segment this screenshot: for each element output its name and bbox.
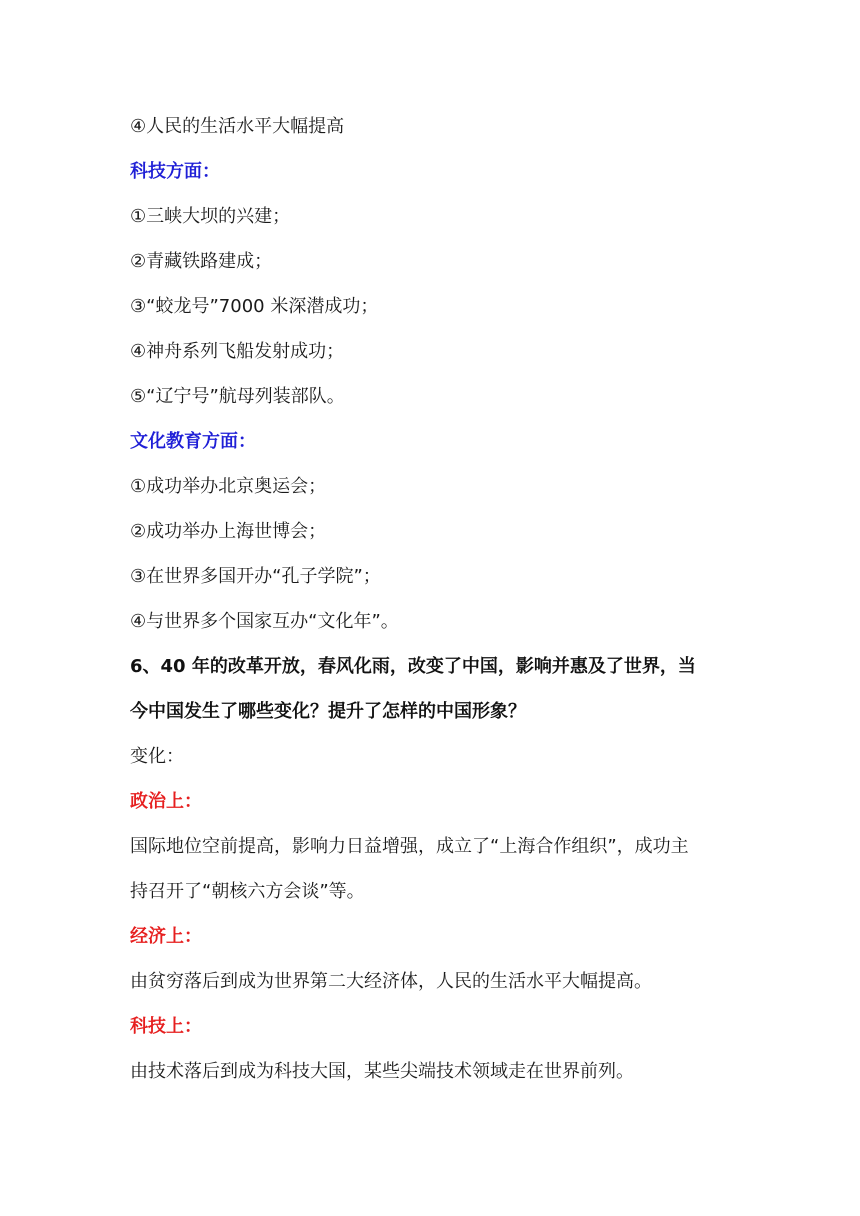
politics-text-line-1: 国际地位空前提高，影响力日益增强，成立了“上海合作组织”，成功主 <box>130 836 689 857</box>
changes-label: 变化： <box>130 746 184 767</box>
list-item: ③在世界多国开办“孔子学院”； <box>130 566 381 587</box>
list-item: ①三峡大坝的兴建； <box>130 206 291 227</box>
section-heading-politics: 政治上： <box>130 791 202 812</box>
economy-text: 由贫穷落后到成为世界第二大经济体，人民的生活水平大幅提高。 <box>130 971 652 992</box>
list-item-living-standard: ④人民的生活水平大幅提高 <box>130 116 345 137</box>
section-heading-technology: 科技方面： <box>130 161 220 182</box>
question-text-line-1: 6、40 年的改革开放，春风化雨，改变了中国，影响并惠及了世界，当 <box>130 656 696 677</box>
section-heading-science: 科技上： <box>130 1016 202 1037</box>
politics-text-line-2: 持召开了“朝核六方会谈”等。 <box>130 881 365 902</box>
question-text-line-2: 今中国发生了哪些变化？提升了怎样的中国形象？ <box>130 701 526 722</box>
list-item: ⑤“辽宁号”航母列装部队。 <box>130 386 345 407</box>
section-heading-economy: 经济上： <box>130 926 202 947</box>
science-text: 由技术落后到成为科技大国，某些尖端技术领域走在世界前列。 <box>130 1061 634 1082</box>
list-item: ②青藏铁路建成； <box>130 251 273 272</box>
list-item: ④神舟系列飞船发射成功； <box>130 341 345 362</box>
list-item: ②成功举办上海世博会； <box>130 521 327 542</box>
section-heading-culture-education: 文化教育方面： <box>130 431 256 452</box>
list-item: ③“蛟龙号”7000 米深潜成功； <box>130 296 379 317</box>
list-item: ①成功举办北京奥运会； <box>130 476 327 497</box>
list-item: ④与世界多个国家互办“文化年”。 <box>130 611 399 632</box>
